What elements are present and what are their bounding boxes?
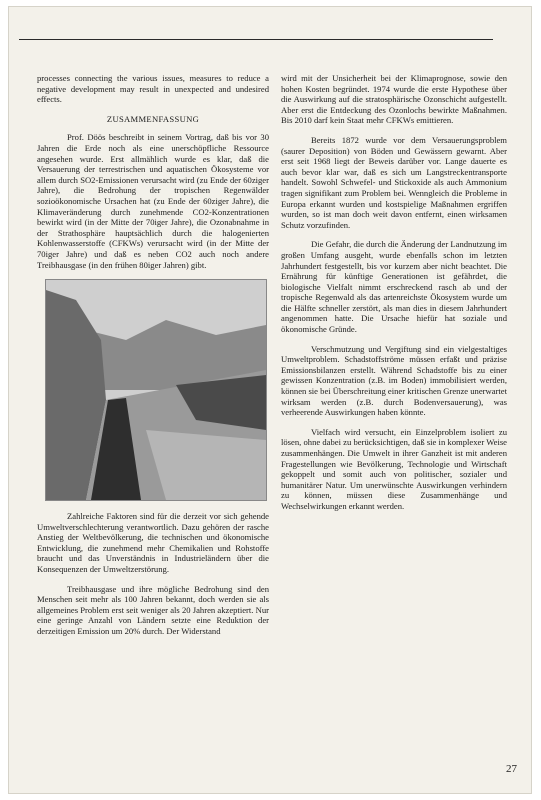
document-page <box>8 6 532 794</box>
right-column <box>281 73 507 521</box>
summary-paragraph-1: Prof. Döös beschreibt in seinem Vortrag, daß bis vor 30 Jahren die Erde noch als eine unerschöpfliche Ressource angesehen wurde. Erst allmählich wurde es klar, daß die Versauerung der terrestrischen und aquatischen Ökosysteme vor allem durch SO2-Emissionen verursacht wird (zu Ende der 60ziger Jahre), die Bedrohung der tropischen Regenwälder sozioökonomische Ursachen hat (zu Ende der 60ziger Jahre), die Klimaveränderung durch zunehmende CO2-Konzentrationen bewirkt wird (in der Mitte der 70iger Jahre), die Ozonabnahme in der Strathosphäre hauptsächlich durch die halogenierten Kohlenwasserstoffe (CFKWs) verursacht wird (in der Mitte der 70iger Jahre) und daß es neben CO2 auch noch andere Treibhausgase (in den frühen 80iger Jahren) gibt. <box>37 132 269 270</box>
summary-paragraph-2: Zahlreiche Faktoren sind für die derzeit vor sich gehende Umweltverschlechterung verantwortlich. Dazu gehören der rasche Anstieg der Weltbevölkerung, die technischen und ökonomische Entwicklung, die zunehmend mehr Chemikalien und Rohstoffe braucht und das Unverständnis in Industrieländern über die Konsequenzen der Umweltzerstörung. <box>37 511 269 575</box>
page-number: 27 <box>506 763 517 775</box>
left-column <box>37 73 269 646</box>
header-rule <box>19 39 493 40</box>
summary-paragraph-8: Vielfach wird versucht, ein Einzelproblem isoliert zu lösen, ohne dabei zu berücksichtigen, daß sie in komplexer Weise zusammenhängen. Die Umwelt in ihrer Ganzheit ist mit anderen Fragestellungen wie Bevölkerung, Technologie und Wirtschaft gekoppelt und somit auch von politischer, sozialer und humanitärer Natur. Um unerwünschte Auswirkungen verhindern zu können, müssen diese Zusammenhänge und Wechselwirkungen erkannt werden. <box>281 426 507 511</box>
summary-paragraph-7: Verschmutzung und Vergiftung sind ein vielgestaltiges Umweltproblem. Schadstoffströme müssen erfaßt und präzise Emissionsbilanzen erstellt. Während Schadstoffe bis zu einer gewissen Konzentration (z.B. im Boden) immobilisiert werden, können sie bei Überschreitung einer kritischen Grenze unerwartet wirksam werden (z.B. durch Bodenversauerung), was verheerende Auswirkungen haben könnte. <box>281 343 507 418</box>
summary-paragraph-4: wird mit der Unsicherheit bei der Klimaprognose, sowie den hohen Kosten begründet. 1974 wurde die erste Hypothese über die Auswirkung auf die stratosphärische Ozonschicht aufgestellt. Aber erst die Entdeckung des Ozonlochs bewirkte Maßnahmen. Bis 2010 darf kein Staat mehr CFKWs emittieren. <box>281 73 507 126</box>
landscape-photo-icon <box>45 279 267 501</box>
summary-paragraph-3: Treibhausgase und ihre mögliche Bedrohung sind den Menschen seit mehr als 100 Jahren bekannt, doch werden sie als allgemeines Problem erst seit weniger als 20 Jahren akzeptiert. Nur eine geringe Anzahl von Ländern setzte eine Reduktion der derzeitigen Emission um 20% durch. Der Widerstand <box>37 583 269 637</box>
intro-paragraph: processes connecting the various issues, measures to reduce a negative development may result in unexpected and undesired effects. <box>37 73 269 105</box>
summary-paragraph-5: Bereits 1872 wurde vor dem Versauerungsproblem (saurer Deposition) von Böden und Gewässern gewarnt. Aber erst seit 1968 liegt der Beweis darüber vor. Lange dauerte es auch bevor klar war, daß es sich um Langstreckentransporte handelt. Sowohl Schwefel- und Stickoxide als auch Ammonium tragen signifikant zum Problem bei. Wenngleich die Probleme in Europa erkannt wurden und kostspielige Maßnahmen ergriffen wurden, so ist man doch weit davon entfernt, einen wirksamen Schutz vorzufinden. <box>281 134 507 230</box>
summary-paragraph-6: Die Gefahr, die durch die Änderung der Landnutzung im großen Umfang ausgeht, wurde ebenfalls schon im letzten Jahrhundert festgestellt, bis vor kurzem aber nicht beachtet. Die Ernährung für künftige Generationen ist gefährdet, die biologische Vielfalt nimmt erschreckend rasch ab und der tropische Regenwald als das artenreichste Ökosystem wurde um die Hälfte schneller zerstört, als man dies in diesem Jahrhundert angenommen hatte. Die Ursache hiefür hat soziale und ökonomische Gründe. <box>281 239 507 335</box>
section-heading: ZUSAMMENFASSUNG <box>106 113 200 124</box>
